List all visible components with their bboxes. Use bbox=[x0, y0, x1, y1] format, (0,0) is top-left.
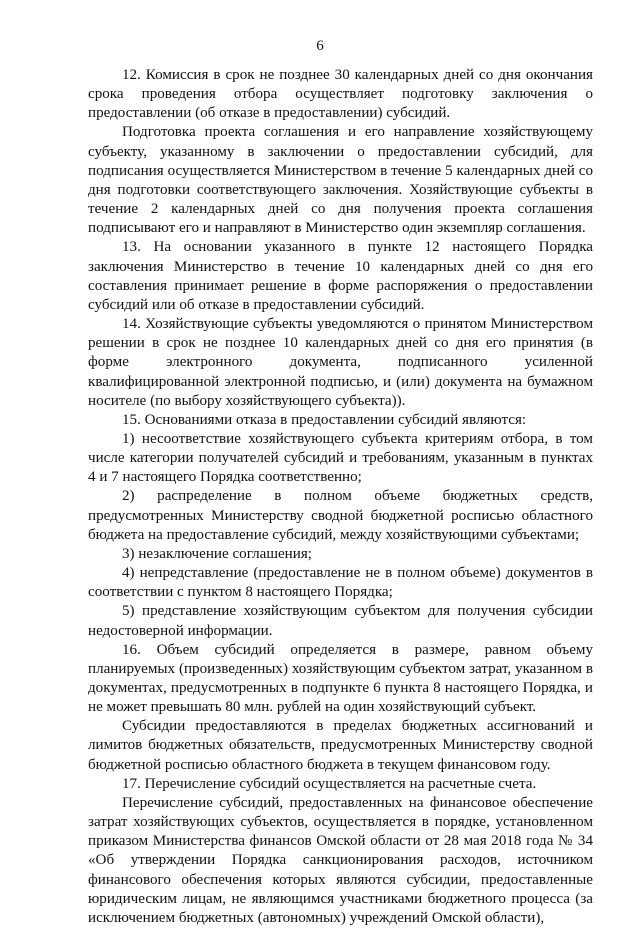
paragraph-12: 12. Комиссия в срок не позднее 30 календарных дней со дня окончания срока проведения отбора осуществляет подготовку заключения о предоставлении (об отказе в предоставлении) субсидий. bbox=[88, 67, 593, 122]
list-item-15-3: 3) незаключение соглашения; bbox=[122, 545, 312, 562]
paragraph-16: 16. Объем субсидий определяется в размере, равном объему планируемых (произведенных) хозяйствующим субъектом затрат, указанном в документах, предусмотренных в подпункте 6 пункта 8 настоящего Порядка, и не может превышать 80 млн. рублей на один хозяйствующий субъект. bbox=[88, 641, 593, 716]
page-number: 6 bbox=[316, 38, 324, 54]
paragraph-17: 17. Перечисление субсидий осуществляется на расчетные счета. bbox=[122, 775, 537, 792]
document-body bbox=[88, 66, 593, 928]
paragraph-agreement-preparation: Подготовка проекта соглашения и его направление хозяйствующему субъекту, указанному в заключении о предоставлении субсидий, для подписания осуществляется Министерством в течение 5 календарных дней со дня подготовки соответствующего заключения. Хозяйствующие субъекты в течение 2 календарных дней со дня получения проекта соглашения подписывают его и направляют в Министерство один экземпляр соглашения. bbox=[88, 124, 593, 237]
list-item-15-4: 4) непредставление (предоставление не в полном объеме) документов в соответствии с пунктом 8 настоящего Порядка; bbox=[88, 565, 593, 601]
list-item-15-5: 5) представление хозяйствующим субъектом для получения субсидии недостоверной информации. bbox=[88, 603, 593, 639]
paragraph-15: 15. Основаниями отказа в предоставлении субсидий являются: bbox=[122, 411, 527, 428]
paragraph-13: 13. На основании указанного в пункте 12 настоящего Порядка заключения Министерство в течение 10 календарных дней со дня его составления принимает решение в форме распоряжения о предоставлении субсидий или об отказе в предоставлении субсидий. bbox=[88, 239, 593, 313]
paragraph-budget-limits: Субсидии предоставляются в пределах бюджетных ассигнований и лимитов бюджетных обязательств, предусмотренных Министерству сводной бюджетной росписью областного бюджета в текущем финансовом году. bbox=[88, 718, 593, 773]
list-item-15-2: 2) распределение в полном объеме бюджетных средств, предусмотренных Министерству сводной бюджетной росписью областного бюджета на предоставление субсидий, между хозяйствующими субъектами; bbox=[88, 488, 593, 543]
paragraph-transfer-order: Перечисление субсидий, предоставленных на финансовое обеспечение затрат хозяйствующих субъектов, осуществляется в порядке, установленном приказом Министерства финансов Омской области от 28 мая 2018 года № 34 «Об утверждении Порядка санкционирования расходов, источником финансового обеспечения которых являются субсидии, предоставленные юридическим лицам, не являющимся участниками бюджетного процесса (за исключением бюджетных (автономных) учреждений Омской области), bbox=[88, 794, 593, 926]
paragraph-14: 14. Хозяйствующие субъекты уведомляются о принятом Министерством решении в срок не позднее 10 календарных дней со дня его принятия (в форме электронного документа, подписанного усиленной квалифицированной электронной подписью, и (или) документа на бумажном носителе (по выбору хозяйствующего субъекта)). bbox=[88, 316, 593, 409]
list-item-15-1: 1) несоответствие хозяйствующего субъекта критериям отбора, в том числе категории получателей субсидий и требованиям, указанным в пунктах 4 и 7 настоящего Порядка соответственно; bbox=[88, 430, 593, 486]
